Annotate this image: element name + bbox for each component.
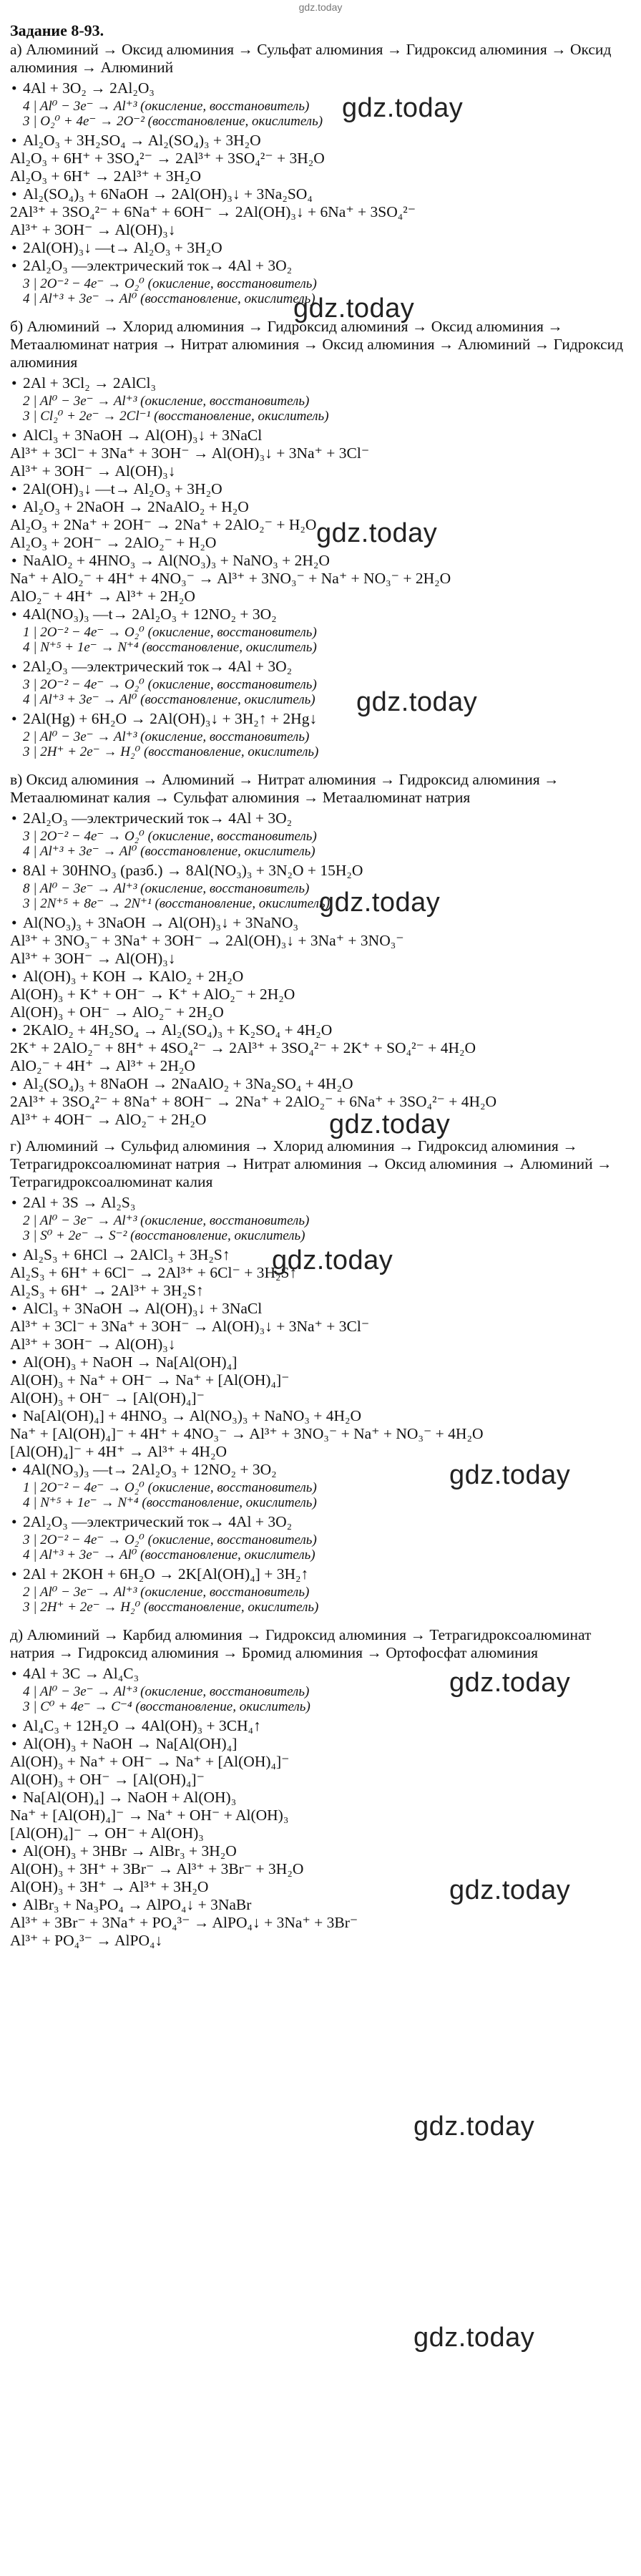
watermark: gdz.today bbox=[272, 1245, 393, 1275]
reaction-block bbox=[10, 374, 631, 424]
ionic-equation: AlO₂⁻ + 4H⁺ → Al³⁺ + 2H₂O bbox=[10, 588, 195, 605]
half-reaction: 3 | 2H⁺ + 2e⁻ → H₂⁰ (восстановление, окислитель) bbox=[23, 744, 319, 759]
ionic-equation: Al³⁺ + 4OH⁻ → AlO₂⁻ + 2H₂O bbox=[10, 1111, 207, 1128]
ionic-equation: AlO₂⁻ + 4H⁺ → Al³⁺ + 2H₂O bbox=[10, 1057, 195, 1074]
half-reaction: 2 | Al⁰ − 3e⁻ → Al⁺³ (окисление, восстановитель) bbox=[23, 1585, 310, 1600]
reaction-block bbox=[10, 1021, 631, 1075]
half-reaction: 4 | Al⁺³ + 3e⁻ → Al⁰ (восстановление, окислитель) bbox=[23, 692, 315, 707]
reaction-block bbox=[10, 239, 631, 257]
reaction-equation: • 2Al(OH)₃↓ —t→ Al₂O₃ + 3H₂O bbox=[10, 239, 631, 257]
reaction-block bbox=[10, 427, 631, 480]
reaction-block bbox=[10, 1407, 631, 1461]
electronic-balance bbox=[10, 1213, 631, 1243]
ionic-equation: Na⁺ + AlO₂⁻ + 4H⁺ + 4NO₃⁻ → Al³⁺ + 3NO₃⁻ + Na⁺ + NO₃⁻ + 2H₂O bbox=[10, 570, 451, 587]
reaction-equation: • Al(OH)₃ + 3HBr → AlBr₃ + 3H₂O bbox=[10, 1842, 631, 1860]
half-reaction: 3 | O₂⁰ + 4e⁻ → 2O⁻² (восстановление, окислитель) bbox=[23, 114, 323, 129]
reaction-equation: • AlCl₃ + 3NaOH → Al(OH)₃↓ + 3NaCl bbox=[10, 427, 631, 444]
electronic-balance bbox=[10, 394, 631, 424]
reaction-equation: • 2Al₂O₃ —электрический ток→ 4Al + 3O₂ bbox=[10, 658, 631, 676]
electronic-balance bbox=[10, 1585, 631, 1615]
ionic-equation: Na⁺ + [Al(OH)₄]⁻ → Na⁺ + OH⁻ + Al(OH)₃ bbox=[10, 1807, 289, 1824]
ionic-equation: Al(OH)₃ + K⁺ + OH⁻ → K⁺ + AlO₂⁻ + 2H₂O bbox=[10, 986, 295, 1003]
section-gap bbox=[10, 1950, 631, 1957]
watermark: gdz.today bbox=[414, 2111, 535, 2142]
ionic-equation: Al³⁺ + 3OH⁻ → Al(OH)₃↓ bbox=[10, 1336, 176, 1353]
reaction-equation: • Al₂(SO₄)₃ + 6NaOH → 2Al(OH)₃↓ + 3Na₂SO₄ bbox=[10, 185, 631, 203]
task-section bbox=[10, 1137, 631, 1625]
reaction-block bbox=[10, 606, 631, 655]
reaction-block bbox=[10, 914, 631, 968]
reaction-block bbox=[10, 1513, 631, 1562]
ionic-equation: Na⁺ + [Al(OH)₄]⁻ + 4H⁺ + 4NO₃⁻ → Al³⁺ + 3NO₃⁻ + Na⁺ + NO₃⁻ + 4H₂O bbox=[10, 1425, 484, 1442]
ionic-equation: Al(OH)₃ + OH⁻ → [Al(OH)₄]⁻ bbox=[10, 1771, 205, 1788]
ionic-equation: Al(OH)₃ + 3H⁺ → Al³⁺ + 3H₂O bbox=[10, 1878, 209, 1895]
reaction-block bbox=[10, 185, 631, 239]
reaction-block bbox=[10, 1717, 631, 1735]
reaction-block bbox=[10, 658, 631, 707]
half-reaction: 3 | C⁰ + 4e⁻ → C⁻⁴ (восстановление, окислитель) bbox=[23, 1699, 310, 1714]
reaction-equation: • Na[Al(OH)₄] → NaOH + Al(OH)₃ bbox=[10, 1789, 631, 1807]
reaction-equation: • 2Al + 3Cl₂ → 2AlCl₃ bbox=[10, 374, 631, 392]
ionic-equation: Al(OH)₃ + Na⁺ + OH⁻ → Na⁺ + [Al(OH)₄]⁻ bbox=[10, 1753, 290, 1770]
section-intro: г) Алюминий → Сульфид алюминия → Хлорид алюминия → Гидроксид алюминия → Тетрагидроксоалюминат натрия → Нитрат алюминия → Оксид алюминия → Алюминий → Тетрагидроксоалюминат калия bbox=[10, 1137, 612, 1190]
ionic-equation: Al₂S₃ + 6H⁺ → 2Al³⁺ + 3H₂S↑ bbox=[10, 1282, 204, 1299]
reaction-equation: • AlBr₃ + Na₃PO₄ → AlPO₄↓ + 3NaBr bbox=[10, 1896, 631, 1914]
ionic-equation: Al³⁺ + 3OH⁻ → Al(OH)₃↓ bbox=[10, 462, 176, 480]
section-gap bbox=[10, 1129, 631, 1136]
reaction-equation: • Al(OH)₃ + NaOH → Na[Al(OH)₄] bbox=[10, 1735, 631, 1753]
watermark: gdz.today bbox=[329, 1109, 451, 1139]
half-reaction: 3 | S⁰ + 2e⁻ → S⁻² (восстановление, окислитель) bbox=[23, 1228, 305, 1243]
ionic-equation: Al³⁺ + PO₄³⁻ → AlPO₄↓ bbox=[10, 1932, 163, 1949]
half-reaction: 3 | Cl₂⁰ + 2e⁻ → 2Cl⁻¹ (восстановление, окислитель) bbox=[23, 409, 329, 424]
half-reaction: 4 | Al⁰ − 3e⁻ → Al⁺³ (окисление, восстановитель) bbox=[23, 1684, 310, 1699]
reaction-block bbox=[10, 552, 631, 606]
ionic-equation: [Al(OH)₄]⁻ → OH⁻ + Al(OH)₃ bbox=[10, 1824, 204, 1842]
reaction-equation: • 2Al₂O₃ —электрический ток→ 4Al + 3O₂ bbox=[10, 810, 631, 827]
reaction-equation: • 2Al(Hg) + 6H₂O → 2Al(OH)₃↓ + 3H₂↑ + 2Hg↓ bbox=[10, 710, 631, 728]
reaction-equation: • 2KAlO₂ + 4H₂SO₄ → Al₂(SO₄)₃ + K₂SO₄ + 4H₂O bbox=[10, 1021, 631, 1039]
watermark: gdz.today bbox=[414, 2323, 535, 2353]
half-reaction: 2 | Al⁰ − 3e⁻ → Al⁺³ (окисление, восстановитель) bbox=[23, 394, 310, 409]
reaction-equation: • 4Al + 3C → Al₄C₃ bbox=[10, 1665, 631, 1683]
reaction-equation: • Al₂(SO₄)₃ + 8NaOH → 2NaAlO₂ + 3Na₂SO₄ + 4H₂O bbox=[10, 1075, 631, 1093]
section-gap bbox=[10, 762, 631, 769]
section-intro: б) Алюминий → Хлорид алюминия → Гидроксид алюминия → Оксид алюминия → Метаалюминат натрия → Нитрат алюминия → Оксид алюминия → Алюминий → Гидроксид алюминия bbox=[10, 318, 624, 371]
electronic-balance bbox=[10, 99, 631, 129]
reaction-block bbox=[10, 1300, 631, 1353]
ionic-equation: Al(OH)₃ + OH⁻ → AlO₂⁻ + 2H₂O bbox=[10, 1003, 224, 1021]
half-reaction: 3 | 2O⁻² − 4e⁻ → O₂⁰ (окисление, восстановитель) bbox=[23, 829, 317, 844]
reaction-equation: • 4Al(NO₃)₃ —t→ 2Al₂O₃ + 12NO₂ + 3O₂ bbox=[10, 606, 631, 623]
reaction-equation: • Al(OH)₃ + NaOH → Na[Al(OH)₄] bbox=[10, 1353, 631, 1371]
ionic-equation: 2Al³⁺ + 3SO₄²⁻ + 8Na⁺ + 8OH⁻ → 2Na⁺ + 2AlO₂⁻ + 6Na⁺ + 3SO₄²⁻ + 4H₂O bbox=[10, 1093, 497, 1110]
ionic-equation: Al³⁺ + 3Cl⁻ + 3Na⁺ + 3OH⁻ → Al(OH)₃↓ + 3Na⁺ + 3Cl⁻ bbox=[10, 1318, 370, 1335]
reaction-block bbox=[10, 1353, 631, 1407]
half-reaction: 2 | Al⁰ − 3e⁻ → Al⁺³ (окисление, восстановитель) bbox=[23, 729, 310, 744]
ionic-equation: Al³⁺ + 3OH⁻ → Al(OH)₃↓ bbox=[10, 950, 176, 967]
half-reaction: 4 | Al⁺³ + 3e⁻ → Al⁰ (восстановление, окислитель) bbox=[23, 844, 315, 859]
ionic-equation: Al₂O₃ + 6H⁺ → 2Al³⁺ + 3H₂O bbox=[10, 167, 201, 185]
watermark: gdz.today bbox=[449, 1668, 571, 1698]
reaction-equation: • 2Al₂O₃ —электрический ток→ 4Al + 3O₂ bbox=[10, 257, 631, 275]
reaction-block bbox=[10, 1789, 631, 1842]
ionic-equation: Al(OH)₃ + 3H⁺ + 3Br⁻ → Al³⁺ + 3Br⁻ + 3H₂O bbox=[10, 1860, 304, 1877]
watermark: gdz.today bbox=[342, 93, 464, 123]
reaction-equation: • NaAlO₂ + 4HNO₃ → Al(NO₃)₃ + NaNO₃ + 2H₂O bbox=[10, 552, 631, 570]
watermark: gdz.today bbox=[449, 1460, 571, 1490]
task-section bbox=[10, 41, 631, 316]
reaction-block bbox=[10, 1565, 631, 1615]
reaction-equation: • Al₂O₃ + 3H₂SO₄ → Al₂(SO₄)₃ + 3H₂O bbox=[10, 132, 631, 150]
section-intro: д) Алюминий → Карбид алюминия → Гидроксид алюминия → Тетрагидроксоалюминат натрия → Гидроксид алюминия → Бромид алюминия → Ортофосфат алюминия bbox=[10, 1626, 592, 1661]
electronic-balance bbox=[10, 829, 631, 859]
half-reaction: 3 | 2N⁺⁵ + 8e⁻ → 2N⁺¹ (восстановление, окислитель) bbox=[23, 896, 330, 911]
reaction-block bbox=[10, 810, 631, 859]
ionic-equation: Al³⁺ + 3Br⁻ + 3Na⁺ + PO₄³⁻ → AlPO₄↓ + 3Na⁺ + 3Br⁻ bbox=[10, 1914, 358, 1931]
ionic-equation: Al(OH)₃ + Na⁺ + OH⁻ → Na⁺ + [Al(OH)₄]⁻ bbox=[10, 1371, 290, 1389]
electronic-balance bbox=[10, 729, 631, 759]
reaction-block bbox=[10, 1194, 631, 1243]
header-watermark: gdz.today bbox=[298, 1, 343, 13]
section-intro: а) Алюминий → Оксид алюминия → Сульфат алюминия → Гидроксид алюминия → Оксид алюминия → Алюминий bbox=[10, 41, 612, 76]
ionic-equation: Al³⁺ + 3Cl⁻ + 3Na⁺ + 3OH⁻ → Al(OH)₃↓ + 3Na⁺ + 3Cl⁻ bbox=[10, 444, 370, 462]
ionic-equation: Al³⁺ + 3NO₃⁻ + 3Na⁺ + 3OH⁻ → 2Al(OH)₃↓ + 3Na⁺ + 3NO₃⁻ bbox=[10, 932, 404, 949]
reaction-equation: • Al(OH)₃ + KOH → KAlO₂ + 2H₂O bbox=[10, 968, 631, 986]
reaction-block bbox=[10, 1735, 631, 1789]
watermark: gdz.today bbox=[356, 687, 478, 717]
half-reaction: 3 | 2H⁺ + 2e⁻ → H₂⁰ (восстановление, окислитель) bbox=[23, 1600, 319, 1615]
ionic-equation: Al₂O₃ + 2OH⁻ → 2AlO₂⁻ + H₂O bbox=[10, 534, 217, 551]
watermark: gdz.today bbox=[316, 518, 438, 548]
section-gap bbox=[10, 1618, 631, 1625]
watermark: gdz.today bbox=[293, 293, 415, 324]
electronic-balance bbox=[10, 625, 631, 655]
reaction-equation: • Al₂S₃ + 6HCl → 2AlCl₃ + 3H₂S↑ bbox=[10, 1246, 631, 1264]
ionic-equation: 2Al³⁺ + 3SO₄²⁻ + 6Na⁺ + 6OH⁻ → 2Al(OH)₃↓ + 6Na⁺ + 3SO₄²⁻ bbox=[10, 203, 416, 220]
half-reaction: 4 | N⁺⁵ + 1e⁻ → N⁺⁴ (восстановление, окислитель) bbox=[23, 1495, 317, 1510]
half-reaction: 4 | Al⁺³ + 3e⁻ → Al⁰ (восстановление, окислитель) bbox=[23, 1547, 315, 1562]
half-reaction: 3 | 2O⁻² − 4e⁻ → O₂⁰ (окисление, восстановитель) bbox=[23, 677, 317, 692]
reaction-block bbox=[10, 1075, 631, 1129]
reaction-equation: • Na[Al(OH)₄] + 4HNO₃ → Al(NO₃)₃ + NaNO₃ + 4H₂O bbox=[10, 1407, 631, 1425]
reaction-equation: • 4Al(NO₃)₃ —t→ 2Al₂O₃ + 12NO₂ + 3O₂ bbox=[10, 1461, 631, 1479]
watermark: gdz.today bbox=[449, 1875, 571, 1905]
ionic-equation: [Al(OH)₄]⁻ + 4H⁺ → Al³⁺ + 4H₂O bbox=[10, 1443, 227, 1460]
electronic-balance bbox=[10, 1532, 631, 1562]
half-reaction: 4 | Al⁰ − 3e⁻ → Al⁺³ (окисление, восстановитель) bbox=[23, 99, 310, 114]
watermark: gdz.today bbox=[319, 888, 441, 918]
ionic-equation: Al₂S₃ + 6H⁺ + 6Cl⁻ → 2Al³⁺ + 6Cl⁻ + 3H₂S↑ bbox=[10, 1264, 298, 1281]
reaction-equation: • AlCl₃ + 3NaOH → Al(OH)₃↓ + 3NaCl bbox=[10, 1300, 631, 1318]
half-reaction: 3 | 2O⁻² − 4e⁻ → O₂⁰ (окисление, восстановитель) bbox=[23, 276, 317, 291]
reaction-equation: • 4Al + 3O₂ → 2Al₂O₃ bbox=[10, 79, 631, 97]
ionic-equation: Al(OH)₃ + OH⁻ → [Al(OH)₄]⁻ bbox=[10, 1389, 205, 1406]
reaction-equation: • 2Al(OH)₃↓ —t→ Al₂O₃ + 3H₂O bbox=[10, 480, 631, 498]
half-reaction: 4 | N⁺⁵ + 1e⁻ → N⁺⁴ (восстановление, окислитель) bbox=[23, 640, 317, 655]
reaction-equation: • Al₂O₃ + 2NaOH → 2NaAlO₂ + H₂O bbox=[10, 498, 631, 516]
reaction-equation: • 2Al + 2KOH + 6H₂O → 2K[Al(OH)₄] + 3H₂↑ bbox=[10, 1565, 631, 1583]
reaction-equation: • 8Al + 30HNO₃ (разб.) → 8Al(NO₃)₃ + 3N₂O + 15H₂O bbox=[10, 862, 631, 880]
reaction-equation: • 2Al₂O₃ —электрический ток→ 4Al + 3O₂ bbox=[10, 1513, 631, 1531]
ionic-equation: 2K⁺ + 2AlO₂⁻ + 8H⁺ + 4SO₄²⁻ → 2Al³⁺ + 3SO₄²⁻ + 2K⁺ + SO₄²⁻ + 4H₂O bbox=[10, 1039, 476, 1056]
half-reaction: 3 | 2O⁻² − 4e⁻ → O₂⁰ (окисление, восстановитель) bbox=[23, 1532, 317, 1547]
page-title: Задание 8-93. bbox=[10, 21, 104, 39]
reaction-equation: • Al(NO₃)₃ + 3NaOH → Al(OH)₃↓ + 3NaNO₃ bbox=[10, 914, 631, 932]
section-intro: в) Оксид алюминия → Алюминий → Нитрат алюминия → Гидроксид алюминия → Метаалюминат калия → Сульфат алюминия → Метаалюминат натрия bbox=[10, 771, 559, 806]
reaction-equation: • 2Al + 3S → Al₂S₃ bbox=[10, 1194, 631, 1212]
task-section bbox=[10, 771, 631, 1136]
half-reaction: 4 | Al⁺³ + 3e⁻ → Al⁰ (восстановление, окислитель) bbox=[23, 291, 315, 306]
ionic-equation: Al₂O₃ + 6H⁺ + 3SO₄²⁻ → 2Al³⁺ + 3SO₄²⁻ + 3H₂O bbox=[10, 150, 325, 167]
reaction-block bbox=[10, 79, 631, 129]
half-reaction: 8 | Al⁰ − 3e⁻ → Al⁺³ (окисление, восстановитель) bbox=[23, 881, 310, 896]
electronic-balance bbox=[10, 677, 631, 707]
reaction-block bbox=[10, 480, 631, 498]
reaction-block bbox=[10, 132, 631, 185]
half-reaction: 2 | Al⁰ − 3e⁻ → Al⁺³ (окисление, восстановитель) bbox=[23, 1213, 310, 1228]
reaction-block bbox=[10, 710, 631, 759]
reaction-block bbox=[10, 968, 631, 1021]
ionic-equation: Al₂O₃ + 2Na⁺ + 2OH⁻ → 2Na⁺ + 2AlO₂⁻ + H₂O bbox=[10, 516, 317, 533]
ionic-equation: Al³⁺ + 3OH⁻ → Al(OH)₃↓ bbox=[10, 221, 176, 238]
half-reaction: 1 | 2O⁻² − 4e⁻ → O₂⁰ (окисление, восстановитель) bbox=[23, 1480, 317, 1495]
half-reaction: 1 | 2O⁻² − 4e⁻ → O₂⁰ (окисление, восстановитель) bbox=[23, 625, 317, 640]
reaction-equation: • Al₄C₃ + 12H₂O → 4Al(OH)₃ + 3CH₄↑ bbox=[10, 1717, 631, 1735]
